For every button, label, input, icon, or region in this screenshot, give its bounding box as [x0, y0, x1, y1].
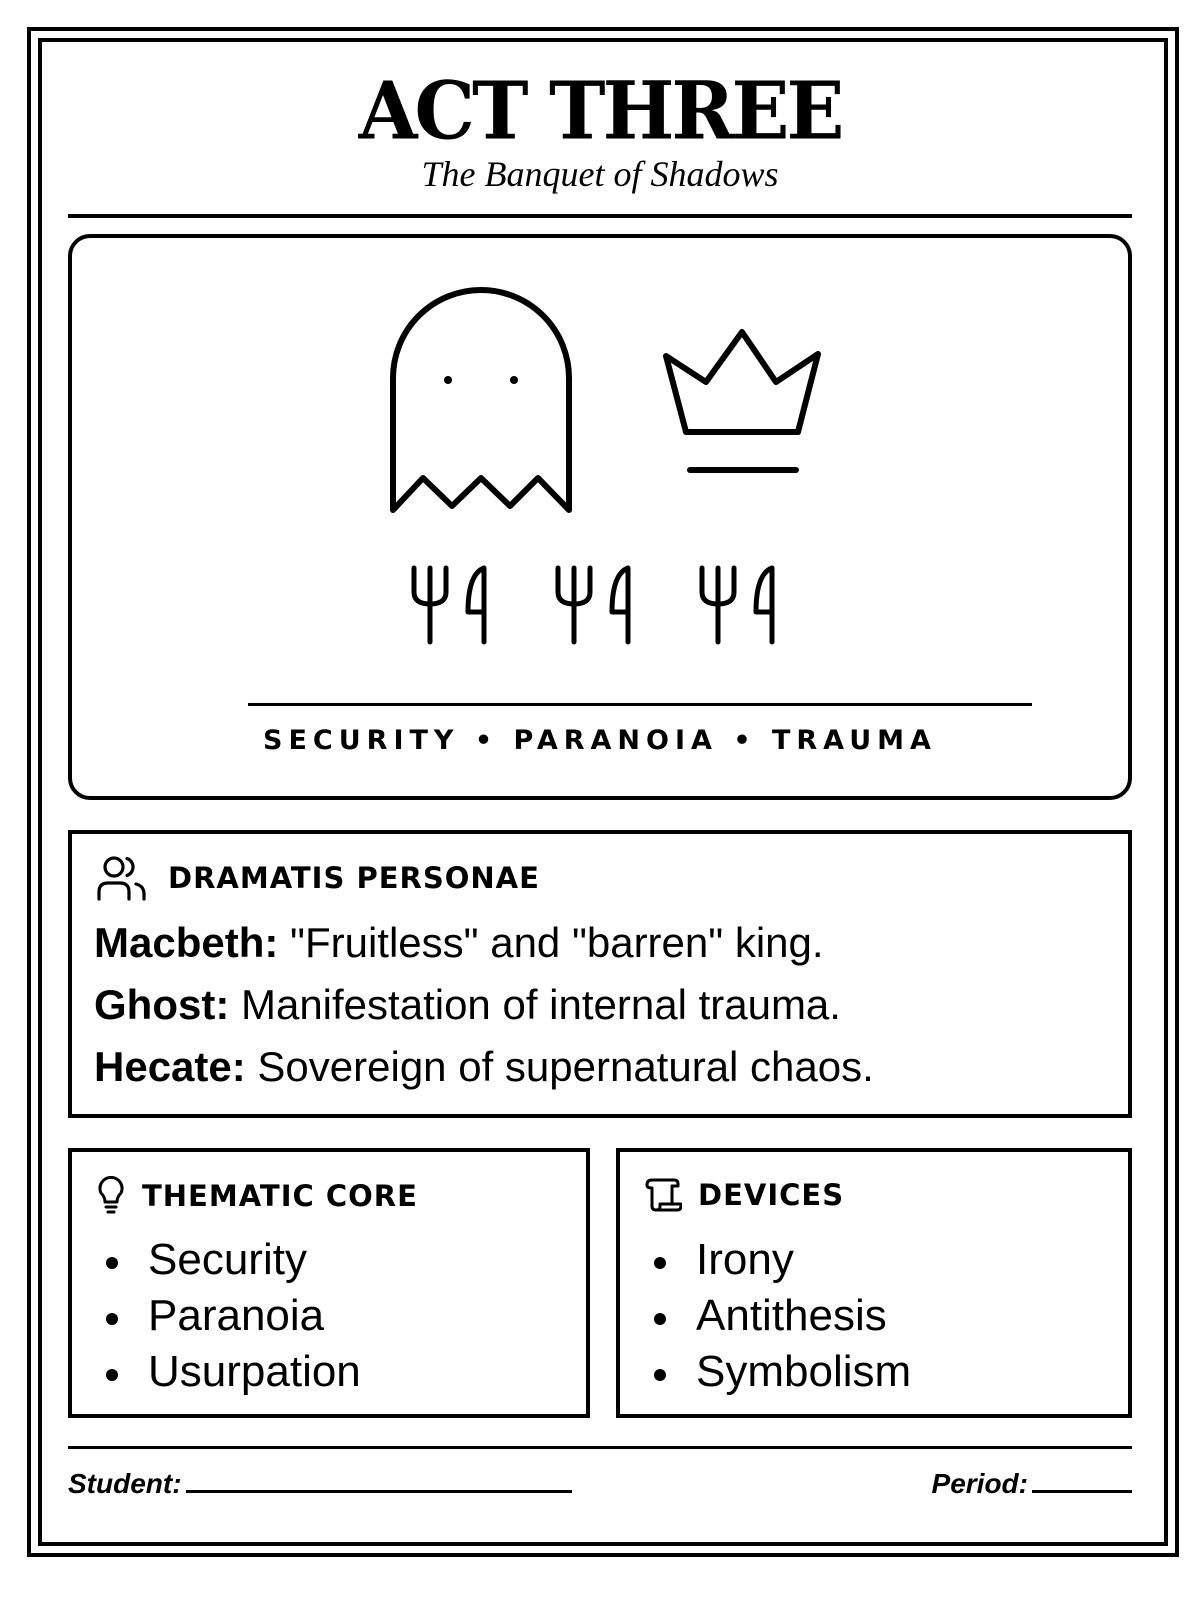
- list-item: Symbolism: [654, 1344, 911, 1400]
- page-title: ACT THREE: [358, 63, 842, 158]
- list-item: Security: [106, 1232, 361, 1288]
- period-label: Period:: [931, 1468, 1028, 1499]
- thematic-core-box: [68, 1148, 590, 1418]
- illustration-panel: [68, 234, 1132, 800]
- character-name: Ghost:: [94, 981, 230, 1028]
- cutlery-icon: [414, 568, 484, 642]
- personae-heading: [96, 854, 540, 902]
- crown-icon: [666, 332, 818, 470]
- character-entry: [94, 918, 824, 968]
- character-entry: [94, 980, 841, 1030]
- period-blank-line[interactable]: [1032, 1466, 1132, 1493]
- cutlery-icon: [702, 568, 772, 642]
- lightbulb-icon: [96, 1176, 126, 1216]
- themes-heading: [96, 1176, 418, 1216]
- character-desc: "Fruitless" and "barren" king.: [278, 919, 824, 966]
- devices-box: [616, 1148, 1132, 1418]
- list-item: Paranoia: [106, 1288, 361, 1344]
- list-item: Irony: [654, 1232, 911, 1288]
- theme-tags: SECURITY • PARANOIA • TRAUMA: [263, 725, 937, 756]
- character-desc: Sovereign of supernatural chaos.: [245, 1043, 874, 1090]
- scroll-icon: [644, 1176, 682, 1214]
- character-entry: [94, 1042, 874, 1092]
- themes-list: [106, 1232, 361, 1400]
- list-item: Antithesis: [654, 1288, 911, 1344]
- illustration-divider: [248, 703, 1032, 706]
- period-field: [932, 1466, 1132, 1501]
- cutlery-icon: [558, 568, 628, 642]
- personae-heading-label: DRAMATIS PERSONAE: [168, 861, 540, 895]
- devices-list: [654, 1232, 911, 1400]
- page-subtitle: The Banquet of Shadows: [421, 154, 779, 194]
- character-desc: Manifestation of internal trauma.: [229, 981, 841, 1028]
- character-name: Hecate:: [94, 1043, 246, 1090]
- illustration-svg: [72, 238, 1128, 796]
- ghost-icon: [393, 290, 569, 510]
- header-divider: [68, 214, 1132, 218]
- devices-heading: [644, 1176, 844, 1214]
- people-icon: [96, 854, 148, 902]
- list-item: Usurpation: [106, 1344, 361, 1400]
- student-field: [68, 1466, 572, 1501]
- footer-divider: [68, 1446, 1132, 1449]
- character-name: Macbeth:: [94, 919, 279, 966]
- student-label: Student:: [68, 1468, 182, 1499]
- student-blank-line[interactable]: [186, 1466, 572, 1493]
- themes-heading-label: THEMATIC CORE: [142, 1179, 418, 1213]
- devices-heading-label: DEVICES: [698, 1178, 845, 1212]
- dramatis-personae-box: [68, 830, 1132, 1118]
